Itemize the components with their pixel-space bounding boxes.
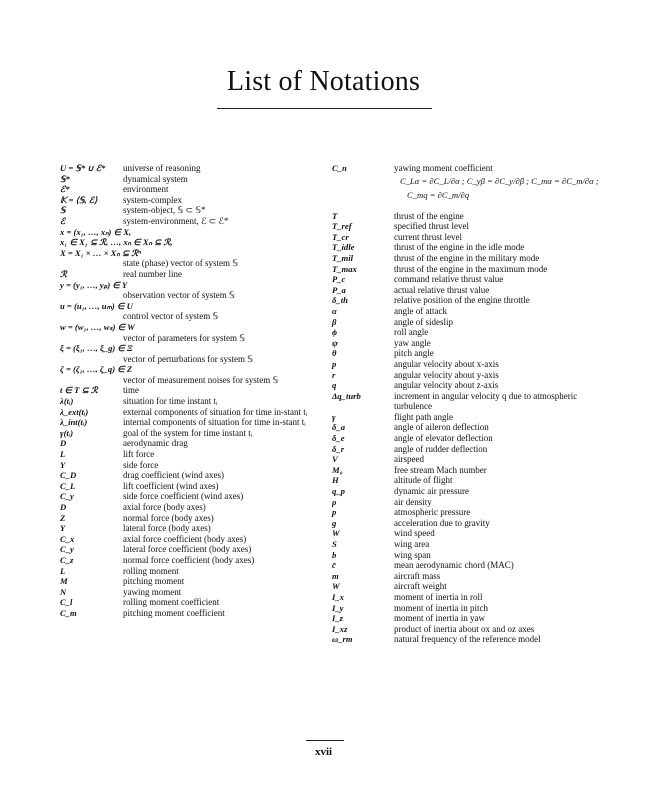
notation-symbol: C_x (60, 533, 75, 544)
notation-symbol: I_xz (332, 623, 348, 634)
notation-symbol: 𝕊* (60, 173, 70, 184)
notation-description: thrust of the engine in the military mode (394, 252, 540, 263)
notation-description: thrust of the engine (394, 210, 464, 221)
notation-description: system-object, 𝕊 ⊂ 𝕊* (123, 205, 206, 216)
notation-symbol: α (332, 305, 337, 316)
notation-row (332, 486, 592, 497)
notation-row (332, 422, 592, 433)
notation-row (332, 370, 592, 381)
notation-row (60, 396, 325, 407)
notation-symbol: λ(tᵢ) (60, 396, 74, 407)
notation-description: angle of aileron deflection (394, 422, 489, 433)
notation-row (60, 174, 325, 185)
notation-symbol: ϕ (332, 327, 337, 338)
notation-row (332, 232, 592, 243)
notation-description: thrust of the engine in the idle mode (394, 242, 525, 253)
title-divider (217, 108, 432, 109)
notation-description: angle of sideslip (394, 316, 453, 327)
notation-row (332, 253, 592, 264)
notation-description: observation vector of system 𝕊 (123, 290, 235, 301)
notation-description: time (123, 385, 139, 396)
notation-description: angular velocity about y-axis (394, 369, 499, 380)
notation-row (60, 269, 325, 280)
notation-symbol: T_idle (332, 242, 355, 253)
notation-row (60, 449, 325, 460)
notation-symbol: C_y (60, 491, 74, 502)
notation-description: goal of the system for time instant tᵢ (123, 427, 253, 438)
notation-row (60, 227, 325, 238)
notation-row (60, 364, 325, 385)
notation-symbol: S (332, 539, 337, 549)
notation-symbol: 𝕂 = ⟨𝕊, ℰ⟩ (60, 194, 98, 205)
notation-description: wing area (394, 539, 430, 549)
notation-symbol: C_y (60, 544, 74, 555)
notation-description: rolling moment coefficient (123, 597, 220, 608)
notation-description: drag coefficient (wind axes) (123, 470, 225, 481)
notation-description: wing span (394, 549, 431, 560)
notation-row (60, 491, 325, 502)
notation-list-left (60, 163, 325, 619)
notation-description: vector of parameters for system 𝕊 (123, 332, 245, 343)
notation-symbol: Δq_turb (332, 390, 361, 401)
notation-row (332, 295, 592, 306)
notation-description: vector of measurement noises for system 𝕊 (123, 374, 279, 385)
notation-symbol: g (332, 517, 337, 528)
notation-description: pitch angle (394, 348, 434, 359)
notation-row (332, 242, 592, 253)
notation-row (332, 454, 592, 465)
notation-symbol: q (332, 380, 337, 391)
notation-row (60, 163, 325, 174)
notation-symbol: Z (60, 512, 66, 523)
notation-description: lift force (123, 449, 155, 460)
notation-description: aerodynamic drag (123, 438, 188, 449)
notation-symbol: γ (332, 411, 336, 422)
notation-symbol: C_m (60, 607, 77, 618)
notation-list-right (332, 163, 599, 645)
notation-description: thrust of the engine in the maximum mode (394, 263, 548, 274)
derivative-formula-2: C_mq = ∂C_m/∂q (407, 189, 470, 200)
notation-symbol: ξ = (ξ₁, …, ξ_g) ∈ Ξ (60, 343, 133, 354)
notation-row (60, 523, 325, 534)
notation-description: angular velocity about z-axis (394, 380, 499, 391)
notation-symbol: δ_th (332, 295, 348, 306)
notation-symbol: P_c (332, 274, 346, 285)
notation-symbol: I_x (332, 591, 344, 602)
notation-row (60, 195, 325, 206)
notation-row (332, 163, 592, 174)
notation-description: angle of rudder deflection (394, 443, 488, 454)
notation-symbol: x₁ ∈ X₁ ⊆ ℛ, …, xₙ ∈ Xₙ ⊆ ℛ, (60, 237, 173, 248)
notation-symbol: M (60, 576, 68, 587)
notation-row (60, 248, 325, 269)
notation-description: real number line (123, 268, 182, 279)
notation-row (332, 317, 592, 328)
notation-description: environment (123, 184, 169, 195)
notation-row (332, 391, 592, 412)
notation-symbol: H (332, 475, 339, 486)
notation-symbol: ℰ* (60, 184, 70, 195)
notation-description: moment of inertia in pitch (394, 602, 488, 613)
notation-row (332, 211, 592, 222)
notation-description: product of inertia about ox and oz axes (394, 623, 535, 634)
notation-symbol: c̄ (332, 560, 336, 571)
notation-row (332, 412, 592, 423)
notation-description: axial force (body axes) (123, 502, 206, 512)
notation-row (60, 205, 325, 216)
notation-description: lateral force coefficient (body axes) (123, 544, 252, 555)
notation-description: relative position of the engine throttle (394, 295, 530, 306)
notation-description: situation for time instant tᵢ (123, 396, 218, 407)
notation-row (332, 624, 592, 635)
notation-row (332, 348, 592, 359)
notation-symbol: L (60, 565, 66, 576)
notation-symbol: C_n (332, 163, 347, 173)
notation-row (332, 433, 592, 444)
notation-description: universe of reasoning (123, 163, 201, 173)
spacer (332, 202, 592, 211)
notation-row (332, 306, 592, 317)
notation-description: control vector of system 𝕊 (123, 311, 219, 322)
notation-row (332, 380, 592, 391)
notation-symbol: C_L (60, 480, 76, 491)
notation-description: altitude of flight (394, 475, 453, 486)
notation-symbol: D (60, 438, 67, 449)
notation-symbol: ℰ (60, 215, 66, 226)
notation-symbol: T_ref (332, 221, 352, 232)
notation-description: normal force (body axes) (123, 512, 214, 523)
notation-row (60, 216, 325, 227)
notation-description: actual relative thrust value (394, 284, 490, 295)
notation-symbol: C_z (60, 554, 74, 565)
notation-description: internal components of situation for time in-stant tᵢ (123, 417, 306, 428)
notation-symbol: W (332, 581, 340, 592)
notation-row (332, 571, 592, 582)
notation-symbol: θ (332, 348, 337, 359)
notation-symbol: m (332, 570, 339, 581)
notation-symbol: C_D (60, 470, 77, 481)
notation-description: air density (394, 496, 432, 507)
notation-row (60, 460, 325, 471)
notation-symbol: Y (60, 523, 66, 534)
notation-row (60, 576, 325, 587)
notation-row (332, 592, 592, 603)
notation-symbol: W (332, 528, 340, 539)
notation-description: aircraft mass (394, 570, 441, 581)
notation-row (332, 497, 592, 508)
notation-symbol: T_mil (332, 252, 354, 263)
notation-description: side force coefficient (wind axes) (123, 491, 244, 502)
notation-row (332, 507, 592, 518)
notation-row (332, 264, 592, 275)
notation-row (332, 465, 592, 476)
notation-row (60, 513, 325, 524)
notation-row (60, 438, 325, 449)
notation-symbol: ζ = (ζ₁, …, ζ_q) ∈ Z (60, 364, 133, 375)
notation-symbol: b (332, 549, 337, 560)
notation-description: yaw angle (394, 337, 431, 348)
notation-description: lateral force (body axes) (123, 523, 211, 534)
notation-symbol: ω_rm (332, 634, 353, 645)
notation-row (60, 184, 325, 195)
notation-row (332, 581, 592, 592)
notation-description: vector of perturbations for system 𝕊 (123, 353, 253, 364)
notation-row (60, 343, 325, 364)
notation-symbol: T_max (332, 263, 357, 274)
notation-row (60, 385, 325, 396)
notation-description: wind speed (394, 528, 435, 539)
notation-row (332, 327, 592, 338)
notation-description: current thrust level (394, 231, 462, 242)
notation-row (332, 539, 592, 550)
notation-row (60, 237, 325, 248)
notation-description: free stream Mach number (394, 464, 487, 475)
notation-row (332, 274, 592, 285)
notation-description: angle of elevator deflection (394, 433, 493, 444)
notation-symbol: N (60, 586, 67, 597)
notation-row (60, 502, 325, 513)
notation-symbol: w = (w₁, …, wₛ) ∈ W (60, 321, 135, 332)
notation-description: axial force coefficient (body axes) (123, 533, 247, 544)
notation-description: atmospheric pressure (394, 507, 471, 518)
notation-symbol: q_p (332, 486, 345, 497)
notation-row (332, 550, 592, 561)
notation-description: system-complex (123, 194, 182, 205)
notation-symbol: U = 𝕊* ∪ ℰ* (60, 163, 106, 173)
notation-symbol: X = X₁ × … × Xₙ ⊆ ℛⁿ (60, 247, 142, 258)
notation-row (60, 481, 325, 492)
notation-description: system-environment, ℰ ⊂ ℰ* (123, 215, 229, 226)
notation-row (60, 608, 325, 619)
notation-description: external components of situation for time in-stant tᵢ (123, 406, 308, 417)
notation-symbol: x = (x₁, …, xₙ) ∈ X, (60, 226, 132, 237)
notation-row (60, 597, 325, 608)
notation-description: side force (123, 459, 159, 470)
notation-row (332, 518, 592, 529)
notation-description: angle of attack (394, 305, 447, 316)
notation-description: pitching moment coefficient (123, 607, 225, 618)
page-number-divider (306, 740, 344, 741)
notation-row (332, 475, 592, 486)
notation-description: roll angle (394, 327, 429, 338)
notation-row (60, 301, 325, 322)
notation-description: specified thrust level (394, 221, 469, 232)
notation-symbol: λ_int(tᵢ) (60, 417, 88, 428)
notation-symbol: Y (60, 459, 66, 470)
notation-symbol: V (332, 454, 338, 465)
notation-row (60, 322, 325, 343)
notation-row (332, 221, 592, 232)
notation-row (60, 544, 325, 555)
notation-row (60, 428, 325, 439)
notation-row (332, 528, 592, 539)
notation-symbol: ρ (332, 496, 337, 507)
notation-symbol: t ∈ T ⊆ ℛ (60, 385, 98, 396)
notation-description: natural frequency of the reference model (394, 634, 541, 645)
notation-row (60, 555, 325, 566)
notation-symbol: δ_r (332, 443, 345, 454)
notation-symbol: I_y (332, 602, 344, 613)
notation-description: command relative thrust value (394, 274, 504, 285)
notation-symbol: ℛ (60, 268, 67, 279)
notation-symbol: u = (u₁, …, uₘ) ∈ U (60, 300, 133, 311)
notation-row (332, 338, 592, 349)
notation-symbol: D (60, 502, 67, 512)
notation-description: rolling moment (123, 565, 179, 576)
notation-description: aircraft weight (394, 581, 447, 592)
notation-description: moment of inertia in yaw (394, 613, 485, 624)
notation-symbol: r (332, 369, 336, 380)
notation-symbol: β (332, 316, 337, 327)
notation-symbol: T_cr (332, 231, 349, 242)
notation-description: pitching moment (123, 576, 185, 587)
notation-row (60, 587, 325, 598)
notation-row (332, 560, 592, 571)
notation-row (60, 470, 325, 481)
notation-row (332, 444, 592, 455)
notation-symbol: C_l (60, 597, 73, 608)
notation-description: angular velocity about x-axis (394, 358, 499, 369)
notation-row (332, 613, 592, 624)
notation-description: flight path angle (394, 411, 453, 422)
notation-row (332, 285, 592, 296)
notation-row (332, 603, 592, 614)
derivative-formula: C_Lα = ∂C_L/∂α ; C_yβ = ∂C_y/∂β ; C_mα = ∂C_m/∂α ; (400, 175, 599, 186)
notation-description: dynamical system (123, 173, 188, 184)
notation-symbol: I_z (332, 613, 343, 624)
notation-description: airspeed (394, 454, 424, 465)
notation-row (332, 634, 592, 645)
notation-description: moment of inertia in roll (394, 591, 483, 602)
notation-row (60, 407, 325, 418)
page-title: List of Notations (226, 66, 421, 97)
notation-row (60, 534, 325, 545)
notation-symbol: ψ (332, 337, 338, 348)
notation-symbol: T (332, 210, 338, 221)
notation-symbol: P_a (332, 284, 346, 295)
notation-row (60, 280, 325, 301)
notation-description: yawing moment (123, 586, 182, 597)
notation-symbol: L (60, 449, 66, 460)
notation-row (60, 417, 325, 428)
notation-description: mean aerodynamic chord (MAC) (394, 560, 514, 571)
notation-symbol: δ_e (332, 433, 345, 444)
notation-description: lift coefficient (wind axes) (123, 480, 219, 491)
notation-description: dynamic air pressure (394, 486, 469, 497)
notation-description: acceleration due to gravity (394, 517, 490, 528)
notation-description: state (phase) vector of system 𝕊 (123, 258, 238, 269)
notation-symbol: 𝕊 (60, 205, 66, 216)
notation-symbol: λ_ext(tᵢ) (60, 406, 89, 417)
notation-symbol: γ(tᵢ) (60, 427, 74, 438)
notation-symbol: p (332, 358, 337, 369)
notation-symbol: M₀ (332, 464, 343, 475)
notation-symbol: y = (y₁, …, yₚ) ∈ Y (60, 279, 128, 290)
notation-row (332, 359, 592, 370)
notation-symbol: δ_a (332, 422, 345, 433)
notation-row (60, 566, 325, 577)
notation-description: normal force coefficient (body axes) (123, 554, 255, 565)
page-number: xvii (314, 746, 333, 758)
notation-symbol: p (332, 507, 337, 518)
notation-description: increment in angular velocity q due to atmospheric turbulence (394, 390, 578, 412)
notation-description: yawing moment coefficient (394, 163, 493, 173)
